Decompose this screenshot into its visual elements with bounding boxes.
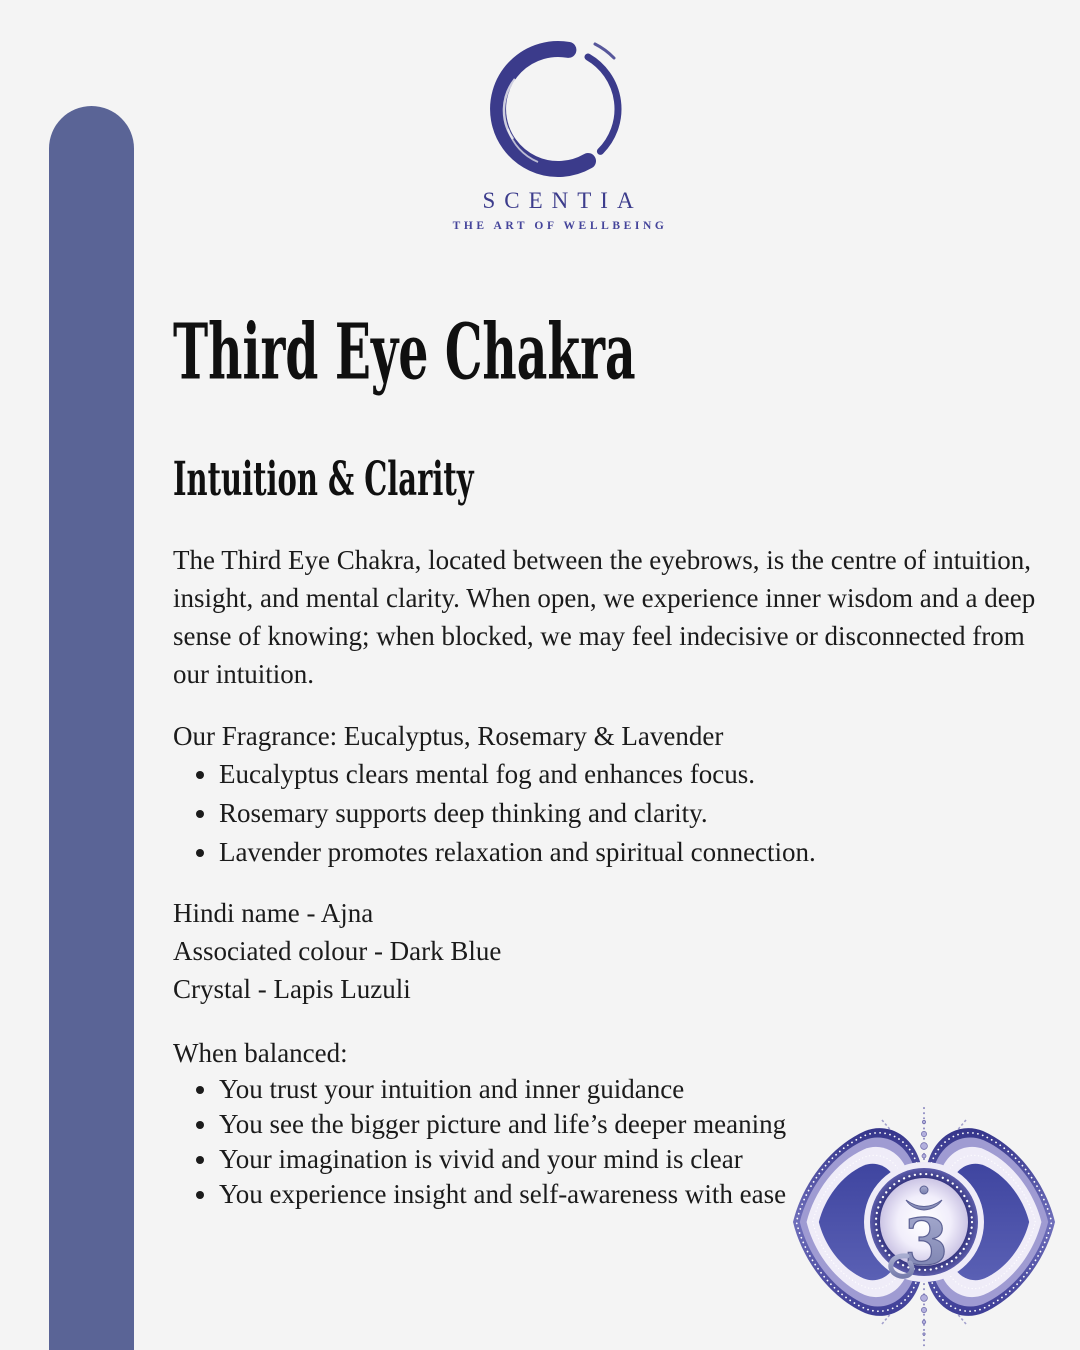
- crystal-line: Crystal - Lapis Luzuli: [173, 974, 411, 1004]
- fragrance-section: [173, 717, 1045, 872]
- list-item: • You experience insight and self-awareness with ease: [219, 1177, 1045, 1212]
- associated-colour-line: Associated colour - Dark Blue: [173, 936, 502, 966]
- list-item: • Lavender promotes relaxation and spiritual connection.: [219, 833, 1045, 872]
- intro-paragraph: The Third Eye Chakra, located between the eyebrows, is the centre of intuition, insight, and mental clarity. When open, we experience inner wisdom and a deep sense of knowing; when blocked, we may feel indecisive or disconnected from our intuition.: [173, 545, 1036, 689]
- balanced-heading: When balanced:: [173, 1038, 348, 1068]
- intro-section: [173, 541, 1045, 693]
- chakra-center: [864, 1162, 984, 1282]
- fragrance-list: [173, 755, 1045, 872]
- brand-name: SCENTIA: [482, 188, 643, 213]
- list-item: • Rosemary supports deep thinking and clarity.: [219, 794, 1045, 833]
- list-item: • You see the bigger picture and life’s deeper meaning: [219, 1107, 1045, 1142]
- list-item: • Eucalyptus clears mental fog and enhances focus.: [219, 755, 1045, 794]
- list-item: • Your imagination is vivid and your mind is clear: [219, 1142, 1045, 1177]
- svg-text:3: 3: [903, 1205, 949, 1280]
- attributes-section: [173, 894, 1045, 1008]
- page-subtitle: Intuition & Clarity: [173, 450, 474, 506]
- third-eye-chakra-icon: [783, 1106, 1079, 1350]
- left-accent-bar: [49, 106, 134, 1350]
- brand-tagline: THE ART OF WELLBEING: [452, 220, 668, 232]
- enso-circle-icon: [483, 34, 633, 184]
- brand-logo: [358, 34, 758, 232]
- fragrance-heading: Our Fragrance: Eucalyptus, Rosemary & Lavender: [173, 721, 724, 751]
- hindi-name-line: Hindi name - Ajna: [173, 898, 374, 928]
- list-item: • You trust your intuition and inner guidance: [219, 1072, 1045, 1107]
- page-title: Third Eye Chakra: [173, 306, 636, 397]
